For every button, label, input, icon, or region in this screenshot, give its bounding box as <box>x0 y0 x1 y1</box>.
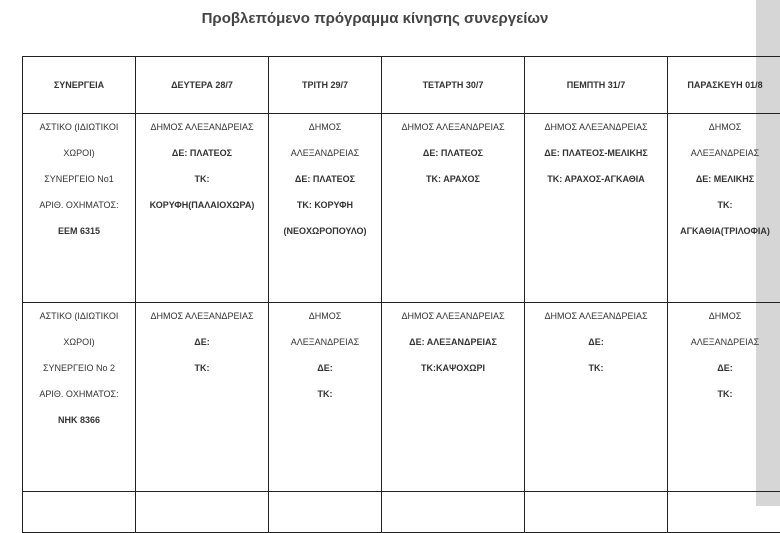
cell-line: ΔΗΜΟΣ ΑΛΕΞΑΝΔΡΕΙΑΣ <box>384 114 522 140</box>
cell-line: ΑΣΤΙΚΟ (ΙΔΙΩΤΙΚΟΙ <box>25 303 133 329</box>
cell-line: ΤΚ: ΑΡΑΧΟΣ <box>384 166 522 192</box>
cell-line: ΤΚ: ΚΟΡΥΦΗ <box>271 192 379 218</box>
cell-line: ΔΕ: <box>527 329 665 355</box>
table-row <box>23 303 780 492</box>
cell-line: ΔΕ: ΠΛΑΤΕΟΣ <box>384 140 522 166</box>
header-thursday: ΠΕΜΠΤΗ 31/7 <box>525 57 668 114</box>
cell-line: ΔΕ: <box>670 355 780 381</box>
crew-cell <box>23 114 136 303</box>
header-monday: ΔΕΥΤΕΡΑ 28/7 <box>136 57 269 114</box>
cell-line: ΧΩΡΟΙ) <box>25 329 133 355</box>
cell-line: ΔΗΜΟΣ ΑΛΕΞΑΝΔΡΕΙΑΣ <box>527 303 665 329</box>
header-row <box>23 57 780 114</box>
tuesday-cell <box>269 303 382 492</box>
cell-line: ΣΥΝΕΡΓΕΙΟ Νο 2 <box>25 355 133 381</box>
cell-line: ΤΚ: <box>138 355 266 381</box>
wednesday-cell <box>382 303 525 492</box>
vehicle-plate: ΝΗΚ 8366 <box>25 407 133 433</box>
table-row <box>23 114 780 303</box>
cell-line: ΑΓΚΑΘΙΑ(ΤΡΙΛΟΦΙΑ) <box>670 218 780 244</box>
cell-line: ΑΣΤΙΚΟ (ΙΔΙΩΤΙΚΟΙ <box>25 114 133 140</box>
cell-line: ΑΛΕΞΑΝΔΡΕΙΑΣ <box>670 140 780 166</box>
cell-line: ΔΗΜΟΣ ΑΛΕΞΑΝΔΡΕΙΑΣ <box>527 114 665 140</box>
cell-line: ΑΡΙΘ. ΟΧΗΜΑΤΟΣ: <box>25 192 133 218</box>
cell-line: ΔΗΜΟΣ ΑΛΕΞΑΝΔΡΕΙΑΣ <box>138 303 266 329</box>
cell-line: ΤΚ: <box>138 166 266 192</box>
cell-line: ΔΗΜΟΣ ΑΛΕΞΑΝΔΡΕΙΑΣ <box>138 114 266 140</box>
empty-cell <box>269 492 382 533</box>
monday-cell <box>136 303 269 492</box>
cell-line: ΔΕ: ΠΛΑΤΕΟΣ <box>271 166 379 192</box>
schedule-table <box>22 56 780 533</box>
cell-line: ΔΗΜΟΣ <box>670 303 780 329</box>
wednesday-cell <box>382 114 525 303</box>
cell-line: (ΝΕΟΧΩΡΟΠΟΥΛΟ) <box>271 218 379 244</box>
cell-line: ΔΗΜΟΣ <box>271 303 379 329</box>
cell-line: ΤΚ: <box>271 381 379 407</box>
empty-cell <box>525 492 668 533</box>
cell-line: ΔΕ: ΑΛΕΞΑΝΔΡΕΙΑΣ <box>384 329 522 355</box>
cell-line: ΤΚ: ΑΡΑΧΟΣ-ΑΓΚΑΘΙΑ <box>527 166 665 192</box>
cell-line: ΤΚ: <box>670 381 780 407</box>
crew-cell <box>23 303 136 492</box>
cell-line: ΣΥΝΕΡΓΕΙΟ Νο1 <box>25 166 133 192</box>
thursday-cell <box>525 303 668 492</box>
empty-cell <box>382 492 525 533</box>
cell-line: ΔΕ: ΠΛΑΤΕΟΣ-ΜΕΛΙΚΗΣ <box>527 140 665 166</box>
cell-line: ΔΗΜΟΣ <box>271 114 379 140</box>
table-row <box>23 492 780 533</box>
empty-cell <box>668 492 780 533</box>
cell-line: ΑΛΕΞΑΝΔΡΕΙΑΣ <box>271 329 379 355</box>
cell-line: ΔΗΜΟΣ ΑΛΕΞΑΝΔΡΕΙΑΣ <box>384 303 522 329</box>
header-crew: ΣΥΝΕΡΓΕΙΑ <box>23 57 136 114</box>
cell-line: ΔΕ: ΜΕΛΙΚΗΣ <box>670 166 780 192</box>
cell-line: ΑΡΙΘ. ΟΧΗΜΑΤΟΣ: <box>25 381 133 407</box>
header-tuesday: ΤΡΙΤΗ 29/7 <box>269 57 382 114</box>
document-title: Προβλεπόμενο πρόγραμμα κίνησης συνεργείων <box>0 10 750 27</box>
cell-line: ΑΛΕΞΑΝΔΡΕΙΑΣ <box>670 329 780 355</box>
cell-line: ΔΗΜΟΣ <box>670 114 780 140</box>
header-wednesday: ΤΕΤΑΡΤΗ 30/7 <box>382 57 525 114</box>
monday-cell <box>136 114 269 303</box>
friday-cell <box>668 114 780 303</box>
cell-line: ΚΟΡΥΦΗ(ΠΑΛΑΙΟΧΩΡΑ) <box>138 192 266 218</box>
cell-line: ΑΛΕΞΑΝΔΡΕΙΑΣ <box>271 140 379 166</box>
empty-cell <box>136 492 269 533</box>
header-friday: ΠΑΡΑΣΚΕΥΗ 01/8 <box>668 57 780 114</box>
cell-line: ΔΕ: <box>138 329 266 355</box>
tuesday-cell <box>269 114 382 303</box>
cell-line: ΤΚ:ΚΑΨΟΧΩΡΙ <box>384 355 522 381</box>
cell-line: ΧΩΡΟΙ) <box>25 140 133 166</box>
thursday-cell <box>525 114 668 303</box>
friday-cell <box>668 303 780 492</box>
cell-line: ΤΚ: <box>527 355 665 381</box>
cell-line: ΔΕ: <box>271 355 379 381</box>
cell-line: ΔΕ: ΠΛΑΤΕΟΣ <box>138 140 266 166</box>
empty-cell <box>23 492 136 533</box>
vehicle-plate: ΕΕΜ 6315 <box>25 218 133 244</box>
cell-line: ΤΚ: <box>670 192 780 218</box>
